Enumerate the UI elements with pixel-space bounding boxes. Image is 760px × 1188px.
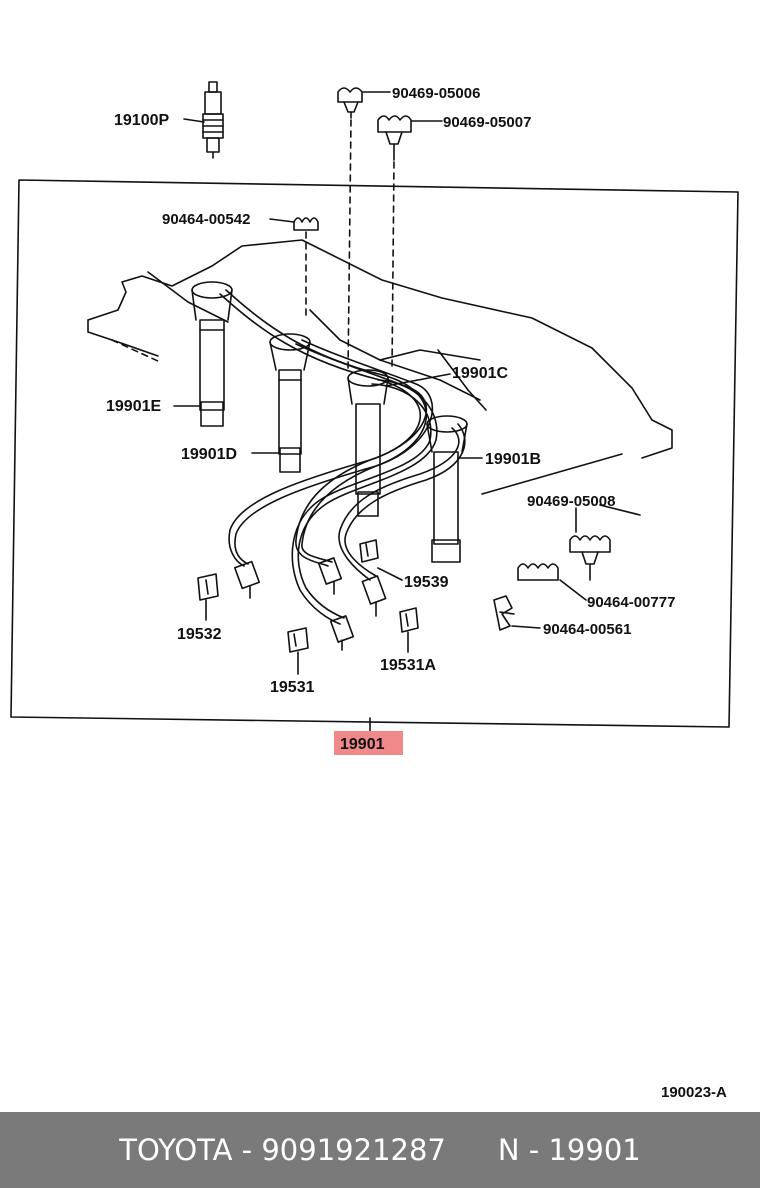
label-19901d: 19901D — [181, 446, 238, 463]
clamp-90464-00542-icon — [294, 218, 318, 230]
clip-19532-icon — [198, 574, 218, 600]
label-90469-05007: 90469-05007 — [443, 114, 532, 131]
clamp-90469-05006-icon — [338, 88, 362, 118]
label-19901b: 19901B — [485, 451, 542, 468]
coil-boot-e — [192, 282, 232, 426]
coil-boot-b — [427, 416, 467, 562]
clip-19531-icon — [288, 628, 308, 652]
label-90469-05006: 90469-05006 — [392, 85, 481, 102]
label-90469-05008: 90469-05008 — [527, 493, 616, 510]
spark-plug-icon — [203, 82, 223, 158]
label-90464-00777: 90464-00777 — [587, 594, 676, 611]
label-19539: 19539 — [404, 574, 449, 591]
clamp-90469-05007-icon — [378, 116, 411, 160]
label-19901e: 19901E — [106, 398, 162, 415]
figure-id: 190023-A — [661, 1084, 727, 1101]
clamp-90469-05008-icon — [570, 536, 610, 580]
plug-terminal-1 — [235, 562, 259, 598]
label-19532: 19532 — [177, 626, 222, 643]
coil-boot-c — [348, 370, 388, 516]
assembly-box — [11, 180, 738, 727]
label-90464-00561: 90464-00561 — [543, 621, 632, 638]
label-19531: 19531 — [270, 679, 315, 696]
clip-90464-00561-icon — [494, 596, 514, 630]
label-19531a: 19531A — [380, 657, 437, 674]
coil-boot-d — [270, 334, 310, 472]
clip-19539-icon — [360, 540, 378, 562]
footer-bar — [0, 1112, 760, 1188]
footer-ref: N - 19901 — [497, 1133, 641, 1167]
clip-19531a-icon — [400, 608, 418, 632]
footer-brand-part: TOYOTA - 9091921287 — [119, 1133, 446, 1167]
clip-90464-00777-icon — [518, 564, 558, 580]
main-assembly-label[interactable] — [334, 731, 403, 755]
label-19901c: 19901C — [452, 365, 509, 382]
plug-terminal-4 — [362, 576, 385, 616]
label-90464-00542: 90464-00542 — [162, 211, 251, 228]
label-19901: 19901 — [340, 736, 385, 753]
label-19100p: 19100P — [114, 112, 170, 129]
leader-dashes — [112, 120, 394, 372]
